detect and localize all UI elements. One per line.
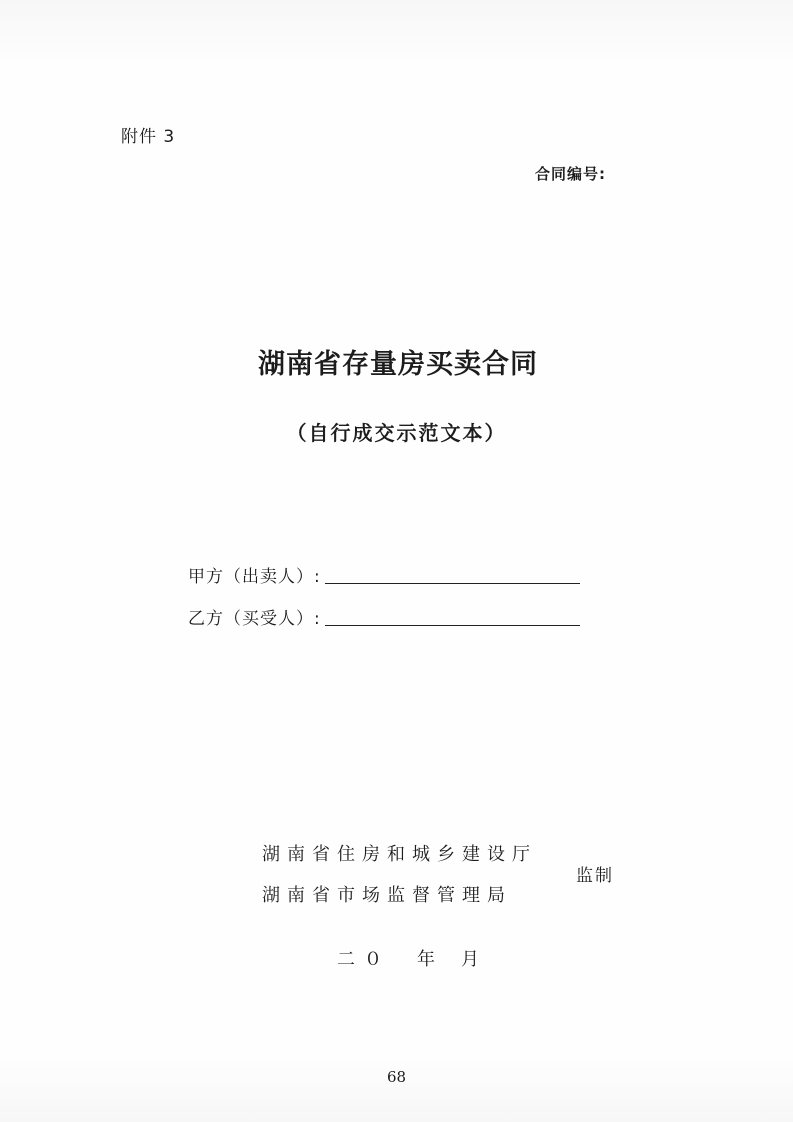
party-a-row bbox=[188, 562, 580, 587]
contract-number-label: 合同编号: bbox=[535, 165, 606, 183]
document-title: 湖南省存量房买卖合同 bbox=[258, 349, 538, 380]
document-subtitle: （自行成交示范文本） bbox=[286, 421, 507, 445]
supervise-label: 监制 bbox=[576, 866, 614, 886]
date-month: 月 bbox=[461, 949, 479, 970]
date-year: 年 bbox=[417, 949, 435, 970]
issuer-org-2: 湖南省市场监督管理局 bbox=[262, 885, 512, 906]
date-prefix: 二０ bbox=[337, 949, 391, 970]
page-number: 68 bbox=[386, 1068, 407, 1086]
party-b-blank-line bbox=[325, 624, 580, 626]
party-a-label: 甲方（出卖人）: bbox=[188, 567, 321, 587]
attachment-label: 附件 3 bbox=[121, 127, 176, 147]
issuer-org-1: 湖南省住房和城乡建设厅 bbox=[262, 844, 537, 865]
party-a-blank-line bbox=[325, 582, 580, 584]
party-b-label: 乙方（买受人）: bbox=[188, 609, 321, 629]
date-line bbox=[337, 945, 479, 971]
party-b-row bbox=[188, 604, 580, 629]
